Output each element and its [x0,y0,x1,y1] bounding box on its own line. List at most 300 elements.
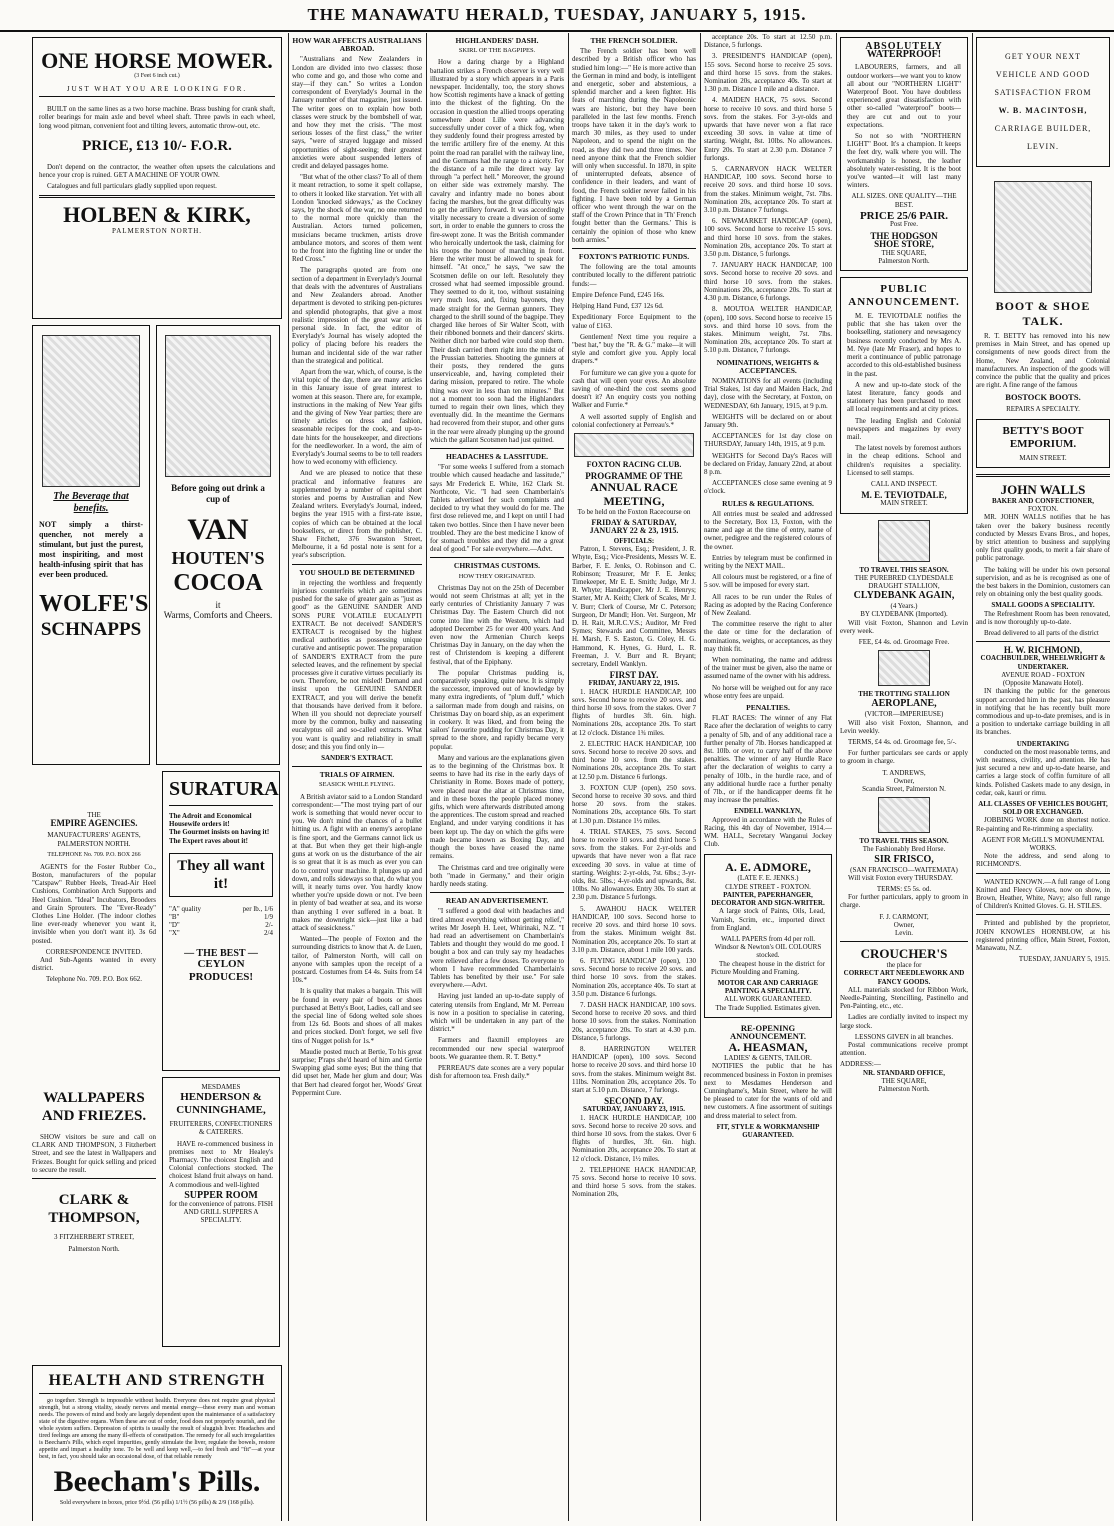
aeroplane-apply: For further particulars see cards or apply to groom in charge. [840,749,968,766]
section-title: NOMINATIONS, WEIGHTS & ACCEPTANCES. [716,357,820,375]
before-going-out: Before going out drink a cup of [171,483,265,504]
crouchers-place: the place for [886,961,922,970]
race-item: 6. NEWMARKET HANDICAP (open), 100 sovs. Second horse to receive 15 sovs. and third horse 10 sovs. from the stakes. Nomination 20s, acceptance 20s. To start at 3.50 p.m. Distance, 5 furlongs. [704,217,832,259]
beecham-footnote: Sold everywhere in boxes, price 9½d. (56 pills) 1/1½ (56 pills) & 2/9 (168 pills). [59,1500,255,1506]
paragraph: The French soldier has been well described by a British officer who has studied him long:—" He is more active than the German in mind and body, is intelligent and energetic, sober and abstemious, a splendid marcher and a keen fighter. His feats of marching during the Napoleonic wars are historic, but they have been paralleled in the last few months. French troops have taken it in the day's work to march 30 miles, as they used to under Napoleon, and to spend the night on the road, as they did two and three times. Nor need anyone think that the French soldier will only when successful. In 1870, in spite of uninterrupted defeats, absence of confidence in their leaders, and want of food, the French soldier never failed in his fighting. I have been told by a German officer who went through the war on the staff of the Crown Prince that in 'Th' French fought better than the Germans.' This is certainly the opinion of those who knew both armies." [572,47,696,244]
race-item: 4. TRIAL STAKES, 75 sovs. Second horse to receive 10 sovs. and third horse 5 sovs. from the stakes. For 2-yr-olds and upwards that have never won a flat race exceeding 30 sovs. in value at time of starting. Weights: 2-yr-olds, 7st. 6lbs.; 3-yr-olds, 8st. 5lbs.; 4-yr-olds and upwards, 8st. 10lbs. No allowances. Entry 30s. To start at 2.30 p.m. Distance 5 furlongs. [572,827,696,902]
article-subtitle: HOW THEY ORIGINATED. [458,572,536,580]
richmond-agent: AGENT FOR McGILL'S MONUMENTAL WORKS. [981,835,1105,852]
grade-name: "D" [169,921,180,930]
race-item: 5. CARNARVON HACK WELTER HANDICAP, 100 sovs. Second horse to receive 20 sovs. and third horse 10 sovs. from the stakes. Minimum weight, 7st. 7lbs. Nomination 20s, acceptance 20s. To start at 3.10 p.m. Distance 7 furlongs. [704,165,832,215]
aeroplane-owner: T. ANDREWS, [882,768,926,777]
column-2 [292,33,422,1521]
aeroplane-owner-label: Owner, [893,776,915,785]
race-item: 3. PRESIDENT'S HANDICAP (open), 155 sovs. Second horse to receive 25 sovs. and third horse 15 sovs. from the stakes. Nomination 20s, acceptance 40s. To start at 1.30 p.m. Distance 1 mile and a distance. [704,52,832,94]
waterproof-body-2: So not so with "NORTHERN LIGHT" Boot. It's a champion. It keeps the feet dry, walk where you will. The workmanship is honest, the leather absolutely water-resisting. It is the boot you've wanted—it will last many winters. [847,132,961,190]
richmond-address: AVENUE ROAD - FOXTON [1001,670,1085,679]
frisco-name: SIR FRISCO, [874,853,934,865]
richmond-trade: COACHBUILDER, WHEELWRIGHT & UNDERTAKER. [980,654,1106,671]
boot-shoe-talk: BOOT & SHOE TALK. [995,299,1091,328]
repairs-speciality: REPAIRS A SPECIALTY. [1006,404,1080,413]
grade-name: "X" [169,929,180,938]
paragraph: Christmas Day not on the 25th of December would not seem Christmas at all; yet in the early centuries of Christianity January 7 was Christmas Day. The Eastern Church did not come into line with the Western, which had adopted December 25 for over 400 years. And even now the Armenian Church keeps Christmas Day in January, on the day when the rest of Christendom is keeping a different festival, that of the Epiphany. [430,583,564,666]
paragraph: All races to be run under the Rules of Racing as adopted by the Racing Conference of New Zealand. [704,592,832,617]
emporium: EMPORIUM. [1009,437,1077,450]
admore-trade: PAINTER, PAPERHANGER, DECORATOR AND SIGN-WRITER. [711,890,825,908]
admore-late: (LATE F. E. JENKS.) [737,874,799,883]
racing-annual: ANNUAL RACE MEETING, [590,480,678,509]
crouchers-lessons: LESSONS GIVEN in all branches. [854,1032,954,1041]
macintosh-town: LEVIN. [1027,142,1059,151]
beecham-body: go together. Strength is impossible without health. Everyone does not require great physical strength, but a strong vitality, steady nerves and mental energy—these every man and woman needs. The powers of mind and body are largely dependent upon the maintenance of a satisfactory state of the digestive organs. When these are out of order, food does not properly nourish, and the whole system suffers. Depression of spirits is usually the result of sluggish liver. Headaches and tired feelings are among the many ill-effects of constipation. The remedy for all such irregularities is Beecham's Pills, which expel impurities, gently stimulate the liver, regulate the bowels, restore appetite and impart a healthy tone. To be well and keep well,—to feel fresh and "fit"—at your best, in fact, you should take an occasional dose, of that reliable remedy [39,1398,275,1460]
empire-body: AGENTS for the Foster Rubber Co., Boston, manufacturers of the popular "Catspaw" Rubber Heels, Tread-Air Heel Cushions, Combination Arch Supports and Heel Cushion. "Ideal" Incubators, Brooders and Grain Sprouters. The "Ever-Ready" Clothes Line Holder. (The indoor clothes line ever-ready whenever you want it, invisible when you don't want it). 3s 6d posted. [32,862,156,945]
column-rule [836,33,837,1521]
divider [976,873,1110,874]
divider [39,195,275,198]
macintosh-line-1: GET YOUR NEXT [1004,52,1082,61]
empire-correspondence: CORRESPONDENCE INVITED. [45,947,143,956]
thompson-name: THOMPSON, [48,1210,140,1227]
crouchers-office: NR. STANDARD OFFICE, [863,1068,945,1077]
crouchers-postal: Postal communications receive prompt attention. [840,1041,968,1058]
race-item: 1. HACK HURDLE HANDICAP, 100 sovs. Second horse to receive 20 sovs. and third horse 10 sovs. from the stakes. Over 6 flights of hurdles, 3ft. 6in. high. Nomination 20s, acceptance 20s. To start at 12 o'clock. Distance, 1½ miles. [572,1113,696,1163]
teviotdale-street: MAIN STREET. [880,499,928,508]
admore-trade2: The Trade Supplied. Estimates given. [715,1003,821,1012]
second-day-date: SATURDAY, JANUARY 23, 1915. [583,1105,685,1114]
mower-title: ONE HORSE MOWER. [41,48,273,73]
divider [572,248,696,249]
racing-club: FOXTON RACING CLUB. [586,459,682,469]
beechams-pills-advert [32,1365,282,1521]
suratura-line-3: The Expert raves about it! [169,836,248,845]
paragraph: How a daring charge by a Highland battalion strikes a French observer is very well illustrated by a story which appears in a Paris newspaper. Incidentally, too, the story shows how Scottish regiments have a knack of getting into the thickest of the fighting. On the occasion in question the allied troops operating somewhere about Lille were advancing successfully under cover of a thick fog, when they suddenly found their progress arrested by the terrific artillery fire of the enemy. At this point the road ran parallel with the railway line, and the Germans had the range to a nicety. For the distance of a mile the direct way lay through "a perfect hell." Moreover, the ground on either side was extremely marshy. The cavalry and infantry made no bones about facing the marshes, but the great difficulty was to get the artillery forward. It was accordingly vitally necessary to create a diversion of some sort, in order to enable the gunners to cross the fire-swept zone. It was the British commander who heroically undertook the task, claiming for his troops the honour of marching in front. Here the writer must be allowed to speak for himself. "At once," he says, "we saw the Scotsmen defile on our left. Resolutely they crossed what had seemed impossible ground. They seemed to do it, too, without sustaining very much loss, and, fixing bayonets, they made straight for the German gunners. They charged to the shrill sound of the bagpipe. They charged like heroes of Sir Walter Scott, with their ribboned bonnets and their dancers' skirts. Neither ditch nor barbed wire could stop them. Their dash carried them right into the midst of the Prussian batteries. Shooting the gunners at their posts, they rendered the guns unserviceable, and, having completed their daring mission, prepared to retire. The whole thing was over in less than ten minutes." But not a moment too soon had the Highlanders turned to regain their own lines, which they eventually did. In the meantime the Germans had recovered from their stupor, and other guns in the rear were already plunging up the ground which the gallant Scotsmen had just quitted. [430,58,564,444]
supper-room: SUPPER ROOM [184,1189,258,1201]
article-title: THE FRENCH SOLDIER. [590,36,678,45]
paragraph: in rejecting the worthless and frequently injurious counterfeits which are sometimes pushed for the sake of greater gain as "just as good" as the GENUINE SANDER AND SONS PURE VOLATILE EUCALYPTI EXTRACT. Be not deceived! SANDER'S EXTRACT is recognised by the highest medical authorities as possessing unique curative and antiseptic power. The preparation of SANDER'S EXTRACT from the pure selected leaves, and the refinement by special processes give it curative virtues peculiarly its own. Therefore, be not misled! Demand and insist upon the GENUINE SANDER EXTRACT, and you will derive the benefit that thousands have derived from it before. When ill you should not depreciate yourself more by the common, bulky and nauseating eucalyptus oil and so-called extracts. What you want is quality and reliability in small dose; and this you find only in— [292,578,422,751]
walls-body-3: The Refreshment Room has been renovated, and is now thoroughly up-to-date. [976,609,1110,626]
article-title: HOW WAR AFFECTS AUSTRALIANS ABROAD. [292,36,422,54]
paragraph: The following are the total amounts contributed locally to the different patriotic funds:— [572,263,696,288]
wallpapers-advert [32,1077,156,1357]
hodgson-town: Palmerston North. [878,256,930,265]
bettys-emporium [976,419,1110,468]
divider [292,766,422,767]
crouchers-town: Palmerston North. [878,1085,930,1094]
empire-telephone: Telephone No. 709. P.O. Box 662. [46,975,142,984]
article-title: FOXTON'S PATRIOTIC FUNDS. [578,252,690,262]
admore-guarantee: ALL WORK GUARANTEED. [724,995,812,1004]
macintosh-name: W. B. MACINTOSH, [998,106,1088,115]
admore-wall: WALL PAPERS from 4d per roll. [721,934,815,943]
admore-address: CLYDE STREET - FOXTON. [725,882,811,891]
divider [430,448,564,449]
walls-body-4: Bread delivered to all parts of the district [984,629,1099,638]
empire-phone: TELEPHONE No. 709. P.O. BOX 266 [47,851,141,858]
bettys-boot: BETTY'S BOOT [1002,424,1084,437]
mower-body: BUILT on the same lines as a two horse machine. Brass bushing for crank shaft, roller bearings for main axle and bevel wheel shaft. Three pawls in each wheel, long wood pitman, convenient foot and tilting levers, automatic throw-out, etc. [39,105,275,130]
teviotdale-advert [840,277,968,513]
second-day: SECOND DAY. [604,1096,664,1107]
suratura-tea-advert [162,771,280,1071]
race-item: 2. TELEPHONE HACK HANDICAP, 75 sovs. Second horse to receive 10 sovs. and third horse 5 sovs. from the stakes. Nomination 20s, [572,1165,696,1199]
crouchers-body: ALL materials stocked for Ribbon Work, Needle-Painting, Stencilling, Pastinello and Pen-Painting, etc., etc. [840,985,968,1011]
beverage-heading: The Beverage that benefits. [53,491,129,514]
paragraph: And we are pleased to notice that these practical and informative features are supplemented by a number of capital short stories and poems by Australian and New Zealand writers. Everylady's Journal, indeed, begins the year 1915 with a first-rate issue, copies of which can be obtained at the local booksellers, or direct from the publisher, C. Shaw Fitchett, 376 Swanston Street, Melbourne, it a 6d postal note is sent for a year's subscription. [292,469,422,560]
race-item: 7. DASH HACK HANDICAP, 100 sovs. Second horse to receive 20 sovs. and third horse 10 sovs. from the stakes. Nomination 20s, acceptance 20s. To start at 4.30 p.m. Distance, 5 furlongs. [572,1000,696,1042]
first-day: FIRST DAY. [609,670,659,681]
clydebank-sire: BY CLYDEBANK (Imported). [860,610,948,619]
paragraph: When nominating, the name and address of the trainer must be given, also the name or assumed name of the owner with his address. [704,656,832,681]
richmond-body: IN thanking the public for the generous support accorded him in the past, has pleasure in notifying that he has recently built more commodious and up-to-date premises, and is in a position to undertake carriage building in all its branches. [976,687,1110,737]
light-horse-illustration [878,797,930,833]
racing-dates: FRIDAY & SATURDAY, JANUARY 22 & 23, 1915. [589,517,679,535]
holben-kirk-name: HOLBEN & KIRK, [63,202,251,228]
column-3 [430,33,564,1521]
article-title: HEADACHES & LASSITUDE. [446,451,548,461]
houtens-brand: HOUTEN'S [171,548,265,568]
henderson-trade: FRUITERERS, CONFECTIONERS & CATERERS. [169,1120,273,1137]
macintosh-trade: CARRIAGE BUILDER, [994,124,1092,133]
grade-price: 1/9 [264,913,273,922]
article-title: READ AN ADVERTISEMENT. [445,896,549,906]
frisco-apply: For further particulars, apply to groom in charge. [840,893,968,910]
paragraph: "I suffered a good deal with headaches and tired almost everything without getting relief," writes Mr Joseph H. Leet, Whirinaki, N.Z. "I had read an advertisement on Chamberlain's Tablets and thought they would do me good. I bought a box and can truly say my headaches were relieved after a few doses. To everyone to whom I have recommended Chamberlain's Tablets has benefited by their use." For sale everywhere.—Advt. [430,907,564,990]
ad-row-agencies [32,771,282,1071]
secretary-name: ENDELL WANKLYN, [734,807,802,816]
crouchers-name: CROUCHER'S [860,946,948,962]
paragraph: "For some weeks I suffered from a stomach trouble which caused headache and lassitude," says Mr Frederick E. White, 162 Clark St. Northcote, Vic. "I had seen Chamberlain's Tablets advertised for such complaints and decided to try what they would do for me. The first dose relieved me, and I kept on until I had taken two bottles. Since then I have never been troubled. They are the best medicine I know of for stomach troubles and they did me a great deal of good." For sale everywhere.—Advt. [430,463,564,554]
frisco-sub: The Fashionably Bred Horse. [862,845,946,854]
heasman-fit: FIT, STYLE & WORKMANSHIP GUARANTEED. [716,1122,820,1139]
macintosh-advert [976,37,1110,167]
van-houtens-cocoa-advert [156,325,280,765]
frisco-owner: F. J. CARMONT, [879,912,929,921]
column-4 [572,33,696,1521]
boot-price: PRICE 25/6 PAIR. [859,209,949,222]
cocoa-brand: COCOA [173,570,263,596]
richmond-jobbing: JOBBING WORK done on shortest notice. Re-painting and Re-trimming a speciality. [976,816,1110,833]
wanted-known: WANTED KNOWN.—A full range of Long Knitted and Fleecy Gloves, now on show, in Brown, Heather, White, Navy; also full range of Children's Knitted Gloves. G. H. STILES. [976,877,1110,911]
column-5 [704,33,832,1521]
clark-name: CLARK & [58,1192,130,1209]
paragraph: "But what of the other class? To all of them it meant retraction, to some it spelt collapse, to others it looked like starvation. Yet with all London 'knocked sideways,' as the Cockney says, by the shock of the war, no one returned to the normal more quickly than the Australian. Actors turned policemen, musicians became truckmen, artists drove ambulance motors, and scores of them went to the front into the fighting line or under the Red Cross." [292,173,422,264]
wolfes-schnapps-advert [32,325,150,765]
racing-held: To be held on the Foxton Racecourse on [577,508,691,517]
schnapps-brand: SCHNAPPS [40,619,142,640]
heasman-advert [704,1024,832,1139]
list-item: Empire Defence Fund, £245 16s. [572,290,665,299]
racing-programme: PROGRAMME OF THE [585,471,683,482]
paragraph: Apart from the war, which, of course, is the vital topic of the day, there are many articles in this January issue of great interest to women at this season. There are, for example, instructions in the making of New Year gifts and the giving of New Year parties; there are timely articles on dress and fashion, seasonable recipes for the cook, and up-to-date hints for the housekeeper, and directions for the needleworker. In a word, the aim of Everylady's Journal seems to be to tell readers how to wed economy with efficiency. [292,367,422,467]
bottle-illustration [42,335,140,487]
article-title: YOU SHOULD BE DETERMINED [299,567,415,577]
paragraph: "Australians and New Zealanders in London are divided into two classes: those who come and go, and those who come and stay—if they can." So writes a London correspondent of Everylady's Journal in the January number of that magazine, just issued. The writer goes on to explain how both classes were struck by the bombshell of war, and how they met the crisis. "The most serious losses of the first class," the writer says, "were of strayed luggage and missed opportunities of sight-seeing; their greatest anxieties were about suspended letters of credit and delayed passages home. [292,55,422,171]
race-item: 2. ELECTRIC HACK HANDICAP, 100 sovs. Second horse to receive 20 sovs. and third horse 10 sovs. from the stakes. Nominations 20s, acceptance 20s. To start at 12.50 p.m. Distance 6 furlongs. [572,739,696,781]
race-item: 8. HARRINGTON WELTER HANDICAP (open), 100 sovs. Second horse to receive 20 sovs. and third horse 10 sovs. from the stakes. Minimum weight 8st. 11lbs. Nomination 20s, acceptance 20s. To start at 5.10 p.m. Distance, 7 furlongs. [572,1044,696,1094]
henderson-body: HAVE re-commenced business in premises next to Mr Healey's Pharmacy. The choicest English and Colonial confections stocked. The choicest Island fruit always on hand. A commodious and well-lighted [169,1139,273,1189]
article-title: HIGHLANDERS' DASH. [455,36,539,45]
waterproof: WATERPROOF! [866,49,942,61]
richmond-vehicles: ALL CLASSES OF VEHICLES BOUGHT, SOLD OR EXCHANGED. [978,799,1108,817]
walls-town: FOXTON. [1027,505,1058,514]
paragraph: Having just landed an up-to-date supply of catering utensils from England, Mr M. Perreau is now in a position to specialise in catering, which will be undertaken in any part of the district.* [430,992,564,1034]
frisco-sire: (SAN FRANCISCO—WAITEMATA) [850,865,958,874]
grade-name: "B" [169,913,180,922]
cocoa-tagline: Warms, Comforts and Cheers. [163,610,273,621]
call-inspect: CALL AND INSPECT. [871,479,937,488]
divider [976,914,1110,915]
paragraph: A British aviator said to a London Standard correspondent:—"The most trying part of our work is something that would never occur to you. We don't mind the chances of a bullet hitting us. A fight with an enemy's aeroplane is fine sport, and the Germans cannot lick us at that. But when they get their high-angle guns at work on us the disturbance of the air is so great that it is as much as ever you can do to control your machine. It plunges up and down, and rolls sideways so that, do what you will, it nearly turns over. You hardly know whether you're upside down or not. I've been in plenty of bad weather at sea, and its worse than anything I ever suffered in a boat. It makes me downright sick—just like a bad attack of seasickness." [292,792,422,932]
clydebank-sub: THE PUREBRED CLYDESDALE DRAUGHT STALLION, [854,573,954,590]
paragraph: FLAT RACES: The winner of any Flat Race after the declaration of weights to carry a penalty of 5lb, and of any additional race a further penalty of 7lb. Horses handicapped at 8st. 10lb. or over, to carry half of the above penalties. The winner of any Hurdle Race after the declaration of weights to carry a penalty of 10lb., in the hurdle race, and of any additional hurdle race a further penalty of 7lb., or if the handicapper deems fit he may increase the penalties. [704,714,832,805]
empire-sub: MANUFACTURERS' AGENTS, PALMERSTON NORTH. [47,831,141,848]
clydebank-fee: FEE, £4 4s. od. Groomage Free. [858,637,950,646]
the-square: THE SQUARE, [881,248,927,257]
henderson-name: HENDERSON & CUNNINGHAME, [176,1091,266,1117]
walls-trade: BAKER AND CONFECTIONER, [991,497,1095,506]
column-rule [426,33,427,1521]
admore-body: A large stock of Paints, Oils, Lead, Varnish, Scrim, etc., imported direct from England. [711,907,825,932]
crouchers-work: CORRECT ART NEEDLEWORK AND FANCY GOODS. [843,969,965,986]
frisco-town: Levin. [894,929,914,938]
heasman-trade: LADIES' & GENTS, TAILOR. [724,1054,812,1063]
divider [430,892,564,893]
undertaking: UNDERTAKING [1016,739,1070,748]
list-item: Helping Hand Fund, £37 12s 6d. [572,302,664,311]
paragraph: WEIGHTS will be declared on or about January 9th. [704,412,832,429]
aeroplane-name: AEROPLANE, [871,698,937,710]
divider [430,557,564,558]
mower-tagline: JUST WHAT YOU ARE LOOKING FOR. [39,85,275,97]
officials-heading: OFFICIALS: [613,536,655,545]
suratura-title: SURATURA [169,777,273,806]
wallpapers-body: SHOW visitors be sure and call on CLARK AND THOMPSON, 3 Fitzherbert Street, and see the latest in Wallpapers and Friezes. Bought for quick selling and priced to secure the result. [32,1133,156,1174]
paragraph: The Christmas card and tree originally were both "made in Germany," and their origin hardly needs stating. [430,863,564,888]
race-item: acceptance 20s. To start at 12.50 p.m. Distance, 5 furlongs. [704,33,832,50]
paragraph: Approved in accordance with the Rules of Racing, this 4th day of November, 1914.—WM. HALL, Secretary Wanganui Jockey Club. [704,815,832,849]
article-subtitle: SEASICK WHILE FLYING. [319,781,395,789]
race-item: 3. FOXTON CUP (open), 250 sovs. Second horse to receive 30 sovs. and third horse 20 sovs. from the stakes. Nominations 20s, acceptance 60s. To start at 1.30 p.m. Distance 1½ miles. [572,783,696,825]
clydebank-age: (4 Years.) [890,602,918,611]
first-day-date: FRIDAY, JANUARY 22, 1915. [588,679,680,688]
crouchers-address-label: ADDRESS:— [840,1060,881,1069]
clydebank-name: CLYDEBANK AGAIN, [853,590,955,602]
richmond-note: Note the address, and send along to RICHMOND'S. [976,852,1110,869]
empire-the: THE [87,811,101,819]
sizes: ALL SIZES. ONE QUALITY—THE BEST. [851,192,957,209]
crouchers-ladies: Ladies are cordially invited to inspect my large stock. [840,1013,968,1030]
column-6 [840,33,968,1521]
imprint-date: TUESDAY, JANUARY 5, 1915. [1018,955,1110,964]
betty-body: R. T. BETTY has removed into his new premises in Main Street, and has opened up consignments of new goods direct from the Home, New Zealand, and Colonial manufacturers. An inspection of the goods will convince the public that the quality and prices are right. A fine range of the famous [976,332,1110,390]
paragraph: The paragraphs quoted are from one section of a department in Everylady's Journal that deals with the adventures of Australians and New Zealanders abroad. Another department is devoted to striking pen-pictures and splendid photographs, that give a most realistic impression of the great war on its personal side. In fact, the editor of Everylady's Journal has wisely adopted the policy of placing before his readers the human and incidental side of the war rather than the strategical and political. [292,266,422,365]
section-title: RULES & REGULATIONS. [722,498,814,508]
waterproof-body: LABOURERS, farmers, and all outdoor workers—we want you to know all about our "NORTHERN LIGHT" Waterproof Boot. You have doubtless experienced great dissatisfaction with other so-called "waterproof" boots—they are cut and out to your expectations. [847,63,961,129]
sanders-signature: SANDER'S EXTRACT. [321,754,393,763]
column-rule [972,33,973,1521]
absolutely: ABSOLUTELY [865,41,943,52]
grade-row [169,905,273,913]
suratura-line-1: The Adroit and Economical Housewife orders it! [169,812,252,829]
clark-address: 3 FITZHERBERT STREET, [53,1233,134,1242]
holben-kirk-town: PALMERSTON NORTH. [111,227,203,236]
walls-body-2: The baking will be under his own personal supervision, and as he is recognised as one of the best bakers in the Dominion, customers can rely on obtaining only the best quality goods. [976,565,1110,599]
trotting-horse-illustration [878,650,930,686]
clydebank-visit: Will visit Foxton, Shannon and Levin every week. [840,618,968,635]
race-item: 6. FLYING HANDICAP (open), 130 sovs. Second horse to receive 20 sovs. and third horse 10 sovs. from the stakes. Nomination 20s, acceptance 40s. To start at 3.50 p.m. Distance 6 furlongs. [572,956,696,998]
divider [292,564,422,565]
admore-motor: MOTOR CAR AND CARRIAGE PAINTING A SPECIALITY. [717,978,819,996]
divider [840,941,968,942]
beechams-brand: Beecham's Pills. [53,1465,261,1498]
grade-price: 2/- [265,921,273,930]
mower-note: Don't depend on the contractor, the weather often upsets the calculations and hence your crop is ruined. GET A MACHINE OF YOUR OWN. [39,162,275,180]
frisco-visit: Will visit Foxton every THURSDAY. [848,873,953,882]
frisco-owner-label: Owner, [893,920,915,929]
paragraph: Wanted—The people of Foxton and the surrounding districts to know that A. de Luen, tailor, of Palmerston North, will call on anyone with samples upon the receipt of a postcard. Costumes from £4 4s. Suits from £4 10s.* [292,935,422,985]
macintosh-line-2: VEHICLE AND GOOD [995,70,1091,79]
henderson-cunninghame-advert [162,1077,280,1347]
wolfes-body: NOT simply a thirst-quencher, not merely a stimulant, but just the purest, most inspiriting, and most health-infusing spirit that has ever been produced. [39,520,143,579]
funds-list [572,291,696,330]
teviotdale-body: M. E. TEVIOTDALE notifies the public that she has taken over the bookselling, stationery and newsagency business recently conducted by Mrs A. M. Nye (late Mr Fraser), and hopes to merit a continuance of public patronage accorded to this old-established business in the past. [847,312,961,378]
imprint: Printed and published by the proprietor, JOHN KNOWLES HORNBLOW, at his registered printing office, Main Street, Foxton, Manawatu, N.Z. [976,919,1110,952]
article-title: CHRISTMAS CUSTOMS. [453,561,541,571]
macintosh-line-3: SATISFACTION FROM [994,88,1092,97]
teviotdale-name: M. E. TEVIOTDALE, [861,490,947,501]
column-1 [30,33,284,1521]
officials: Patron, I. Stevens, Esq.; President, J. R. Whyte, Esq.; Vice-Presidents, Messrs W. E. Barber, F. E. Jenks, O. Robinson and C. Robinson; Treasurer, Mr F. E. Jenks; Timekeeper, Mr E. E. Smith; Judge, Mr J. R. Whyte; Handicapper, Mr J. E. Henrys; Starter, Mr A. Keith; Clerk of Scales, Mr J. V. Burr; Clerk of Course, Mr C. Peterson; Surgeon, Dr Mandl; Hon. Vet. Surgeon, Mr D. H. Rait, M.R.C.V.S.; Auditor, Mr Fred Symes; Stewards and Committee, Messrs H. Marsh, F. S. Easton, G. Coley, H. G. Hammond, K. Hynes, G. Hurd, L. R. Freeman, J. V. Burr and R. Bryant; secretary, Endell Wanklyn. [572,545,696,668]
race-item: 1. HACK HURDLE HANDICAP, 100 sovs. Second horse to receive 20 sovs. and third horse 10 sovs. from the stakes. Over 7 flights of hurdles 3ft. 6in. high. Nominations 20s, acceptance 20s. To start at 12 o'clock. Distance 1¾ miles. [572,687,696,737]
lady-illustration [165,335,271,477]
paragraph: The committee reserve the right to alter the date or time for the declaration of nominations, weights, or acceptances, as they may think fit. [704,620,832,653]
aeroplane-sire: (VICTOR—IMPERIEUSE) [864,710,944,719]
paragraph: All entries must be sealed and addressed to the Secretary, Box 13, Foxton, with the name and age at the time of entry, name of owner, pedigree and the registered colours of the owner. [704,509,832,551]
mesdames-label: MESDAMES [201,1083,241,1091]
heasman-body: NOTIFIES the public that he has recommenced business in Foxton in premises next to Mesdames Henderson and Cunninghame's, Main Street, where he will be pleased to cater for the wants of old and new customers. A fine assortment of suitings and dress material to select from. [704,1062,832,1120]
aeroplane-heading: THE TROTTING STALLION [858,690,950,699]
grade-row [169,929,273,937]
paragraph: All colours must be registered, or a fine of 5 sov. will be imposed for every start. [704,573,832,590]
empire-subagents: And Sub-Agents wanted in every district. [32,956,156,973]
clydebank-heading: TO TRAVEL THIS SEASON. [859,565,949,574]
wallpapers-title: WALLPAPERS AND FRIEZES. [41,1090,147,1124]
walls-small-goods: SMALL GOODS A SPECIALITY. [991,601,1095,610]
health-strength-title: HEALTH AND STRENGTH [39,1371,275,1394]
grade-row [169,921,273,929]
empire-title: EMPIRE AGENCIES. [50,818,138,829]
walls-name: JOHN WALLS [1000,482,1086,498]
mower-price: PRICE, £13 10/- F.O.R. [82,137,232,154]
article-title: TRIALS OF AIRMEN. [319,770,395,780]
bettys-street: MAIN STREET. [1019,453,1067,462]
richmond-body-2: conducted on the most reasonable terms, and with neatness, civility, and attention. He has just secured a new and up-to-date hearse, and carries a large stock of coffin furniture of all kinds. Polished Caskets made to any design, in cedar, oak, kauri or rimu. [976,747,1110,797]
best-label: — THE BEST — [184,947,258,959]
article-subtitle: SKIRL OF THE BAGPIPES. [458,47,536,55]
crouchers-square: THE SQUARE, [881,1076,927,1085]
mower-size: (3 Feet 6 inch cut.) [134,73,180,79]
post-free: Post Free. [890,220,918,229]
race-item: 7. JANUARY HACK HANDICAP, 100 sovs. Second horse to receive 20 sovs. and third horse 10 sovs. from the stakes. Nominations 20s, acceptance 20s. To start at 4.30 p.m. Distance, 6 furlongs. [704,261,832,303]
paragraph: ACCEPTANCES for 1st day close on THURSDAY, January 14th, 1915, at 9 p.m. [704,432,832,449]
henderson-tail: for the convenience of patrons. FISH AND GRILL SUPPERS A SPECIALITY. [169,1200,273,1225]
list-item: Expeditionary Force Equipment to the value of £163. [572,313,696,330]
divider [976,474,1110,477]
race-item: 5. AWAHOU HACK WELTER HANDICAP, 100 sovs. Second horse to receive 20 sovs. and third horse 10 sovs. from the stakes. Minimum weight 8st. Nomination 20s, acceptance 20s. To start at 3.10 p.m. Distance, about 1 mile 100 yards. [572,904,696,954]
racehorses-illustration [574,433,694,457]
paragraph: For furniture we can give you a quote for cash that will open your eyes. An absolute saving of one-third the cost seems good doesn't it? An enquiry costs you nothing Walker and Furrie.* [572,368,696,410]
column-rule [568,33,569,1521]
paragraph: Entries by telegram must be confirmed in writing by the NEXT MAIL. [704,553,832,570]
grade-price: 2/4 [264,929,273,938]
bostock-boots: BOSTOCK BOOTS. [1005,392,1081,403]
empire-agencies-advert [32,771,156,1071]
paragraph: Gentlemen! Next time you require a "best hat," buy the "R. & G." make—it will style and comfort give you. Apply local drapers.* [572,332,696,366]
grade-row [169,913,273,921]
aeroplane-terms: TERMS, £4 4s. od. Groomage fee, 5/-. [848,737,957,746]
paragraph: NOMINATIONS for all events (including Trial Stakes, 1st day and Maiden Hack, 2nd day), close with the Secretary, at Foxton, on WEDNESDAY, 6th January, 1915, at 9 p.m. [704,376,832,410]
paragraph: No horse will be weighed out for any race whose entry fees are unpaid. [704,683,832,700]
divider [32,1178,156,1179]
richmond-name: H. W. RICHMOND, [1003,645,1083,656]
section-title: PENALTIES. [746,703,790,713]
shoe-store: SHOE STORE, [874,239,934,250]
admore-oil: Windsor & Newton's OIL COLOURS stocked. [714,943,822,960]
admore-advert [704,854,832,1017]
race-item: 8. MOUTOA WELTER HANDICAP, (open), 100 sovs. Second horse to receive 15 sovs. and third horse 10 sovs. from the stakes. Minimum weight, 7st. 7lbs. Nomination 20s, acceptance 20s. To start at 5.10 p.m. Distance, 7 furlongs. [704,305,832,355]
paragraph: A well assorted supply of English and colonial confectionery at Perreau's.* [572,412,696,429]
admore-name: A. E. ADMORE, [725,860,811,875]
public-announcement: PUBLIC ANNOUNCEMENT. [848,283,960,309]
ad-row-beverages [32,325,282,765]
aeroplane-address: Scandia Street, Palmerston N. [862,785,946,793]
suratura-line-2: The Gourmet insists on having it! [169,828,270,837]
paragraph: Farmers and flaxmill employees are recommended our new special waterproof boots. We guarantee them. R. T. Betty.* [430,1036,564,1061]
column-rule [288,33,289,1521]
suratura-cta: They all want it! [169,853,273,897]
paragraph: It is quality that makes a bargain. This will be found in every pair of boots or shoes purchased at Betty's Boot, Ladies, call and see the special line of 6dong welted sole shoes from 12s 6d. Boots and shoes of all makes and prices stocked. Don't forget, we sell five tins of Nugget polish for 1s.* [292,987,422,1045]
paragraph: PERREAU'S date scones are a very popular dish for afternoon tea. Fresh daily.* [430,1063,564,1081]
clark-town: Palmerston North. [68,1245,120,1254]
hodgson-name: THE HODGSON [870,231,938,242]
aeroplane-visit: Will also visit Foxton, Shannon, and Levin weekly. [840,718,968,735]
richmond-opposite: (Opposite Manawatu Hotel). [1002,679,1084,688]
van-brand: VAN [187,513,249,546]
paragraph: ACCEPTANCES close same evening at 9 o'clock. [704,479,832,496]
race-item: 4. MAIDEN HACK, 75 sovs. Second horse to receive 10 sovs. and third horse 5 sovs. from the stakes. For 3-yr-olds and upwards that have never won a flat race exceeding 30 sovs. in value at time of starting. Weight, 8st. 10lbs. No allowances. Entry 20s. To start at 2.30 p.m. Distance 7 furlongs. [704,96,832,162]
column-rule [700,33,701,1521]
mower-advert [32,37,282,319]
paragraph: WEIGHTS for Second Day's Races will be declared on Friday, January 22nd, at about 8 p.m. [704,451,832,476]
frisco-heading: TO TRAVEL THIS SEASON. [859,837,949,846]
ad-row-wallpapers [32,1077,282,1357]
teviotdale-body-3: The leading English and Colonial newspapers and magazines by every mail. [847,416,961,441]
column-7 [976,33,1110,1521]
walls-body: MR. JOHN WALLS notifies that he has taken over the bakery business recently conducted by Messrs Evans Bros., and hopes, by strict attention to business and supplying only first quality goods, to merit a fair share of public patronage. [976,513,1110,563]
teviotdale-body-2: A new and up-to-date stock of the latest literature, fancy goods and stationery has been purchased to meet all local requirements and at city prices. [847,380,961,414]
waterproof-boot-advert [840,37,968,271]
paragraph: The popular Christmas pudding is, comparatively speaking, quite new. It is simply the successor, improved out of knowledge by many extra ingredients, of "plum duff," which a sailorman made from dough and raisins, on Christmas Day on board ship, as an experiment in cookery. It was liked, and from being the sailors' favourite pudding for Christmas Day, it spread to the shore, and rapidly became very popular. [430,668,564,751]
grade-name: "A" quality [169,904,201,913]
frisco-terms: TERMS: £5 5s. od. [876,885,932,894]
ceylon-label: CEYLON PRODUCES! [188,957,254,983]
heasman-heading: RE-OPENING ANNOUNCEMENT. [729,1022,807,1041]
paragraph: Maudie posted much at Bertie, To his great surprise; P'raps she'd heard of him and Gertie Swapping glad some eyes; But the thing that did upset her, Made her glum and dour; Was that Bert had cleared forgot her, Woods' Great Peppermint Cure. [292,1047,422,1097]
heasman-name: A. HEASMAN, [728,1040,808,1055]
masthead: THE MANAWATU HERALD, TUESDAY, JANUARY 5, 1915. [0,0,1114,32]
boot-illustration [994,181,1092,293]
grade-price: per lb., 1/6 [242,904,273,913]
